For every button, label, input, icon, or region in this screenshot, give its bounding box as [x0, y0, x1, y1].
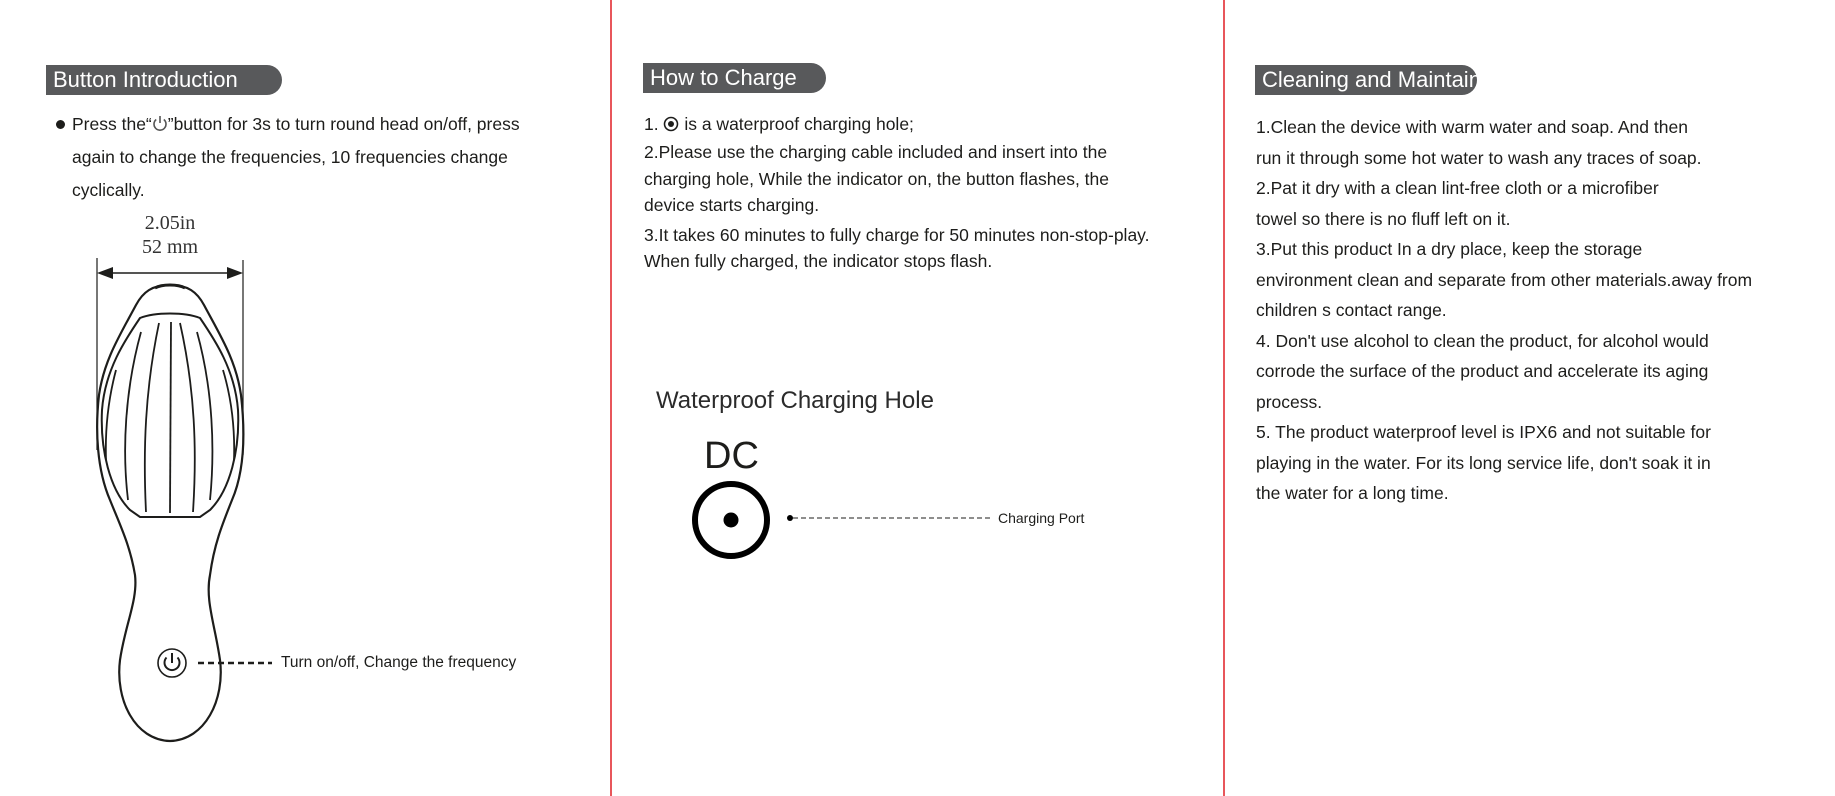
device-head-ribs	[106, 322, 234, 513]
charge-instructions	[644, 111, 1150, 275]
cleaning-line: towel so there is no fluff left on it.	[1256, 208, 1511, 229]
section-header-button-introduction: Button Introduction	[46, 65, 282, 95]
bullet-text-part: Press the“	[72, 114, 152, 134]
dimension-inches: 2.05in	[144, 212, 196, 234]
bullet-text-part: ”button for 3s to turn round head on/off, press	[167, 114, 520, 134]
cleaning-line: 1.Clean the device with warm water and soap. And then	[1256, 117, 1688, 137]
charge-line: charging hole, While the indicator on, the button flashes, the	[644, 168, 1110, 189]
column-divider-left	[610, 0, 612, 796]
charge-line-1	[644, 111, 1150, 139]
power-callout-label: Turn on/off, Change the frequency	[281, 654, 517, 671]
charging-port-label: Charging Port	[998, 510, 1085, 526]
power-button-icon	[158, 649, 186, 677]
charge-line: When fully charged, the indicator stops flash.	[644, 251, 993, 272]
cleaning-line: process.	[1256, 391, 1323, 412]
section-header-how-to-charge: How to Charge	[643, 63, 826, 93]
cleaning-instructions	[1256, 112, 1752, 509]
charge-line: 2.Please use the charging cable included and insert into the	[644, 142, 1108, 163]
charging-port-icon	[695, 484, 767, 556]
device-illustration	[0, 0, 300, 796]
dimension-millimeters: 52 mm	[141, 236, 199, 258]
cleaning-line: 3.Put this product In a dry place, keep the storage	[1256, 239, 1643, 259]
cleaning-line: the water for a long time.	[1256, 483, 1449, 503]
charging-hole-icon	[663, 113, 679, 139]
cleaning-line: environment clean and separate from other materials.away from	[1256, 269, 1753, 290]
cleaning-line: 4. Don't use alcohol to clean the product, for alcohol would	[1256, 330, 1709, 351]
section-header-cleaning: Cleaning and Maintain	[1255, 65, 1477, 95]
charging-hole-title: Waterproof Charging Hole	[656, 387, 934, 414]
cleaning-line: corrode the surface of the product and accelerate its aging	[1256, 361, 1709, 381]
charge-line: 3.It takes 60 minutes to fully charge for 50 minutes non-stop-play.	[644, 225, 1150, 246]
charge-line: device starts charging.	[644, 194, 820, 215]
cleaning-line: children s contact range.	[1256, 300, 1447, 320]
bullet-text-line-3: cyclically.	[72, 180, 145, 200]
charge-line-1-suffix: is a waterproof charging hole;	[679, 114, 914, 134]
dc-label: DC	[704, 435, 759, 477]
cleaning-line: 5. The product waterproof level is IPX6 and not suitable for	[1256, 422, 1711, 442]
cleaning-line: 2.Pat it dry with a clean lint-free cloth or a microfiber	[1256, 178, 1659, 198]
bullet-text-line-2: again to change the frequencies, 10 frequencies change	[72, 147, 508, 167]
callout-dot	[787, 515, 793, 521]
charge-line-1-prefix: 1.	[644, 114, 664, 134]
column-divider-right	[1223, 0, 1225, 796]
cleaning-line: run it through some hot water to wash any traces of soap.	[1256, 147, 1702, 168]
cleaning-line: playing in the water. For its long service life, don't soak it in	[1256, 452, 1711, 473]
